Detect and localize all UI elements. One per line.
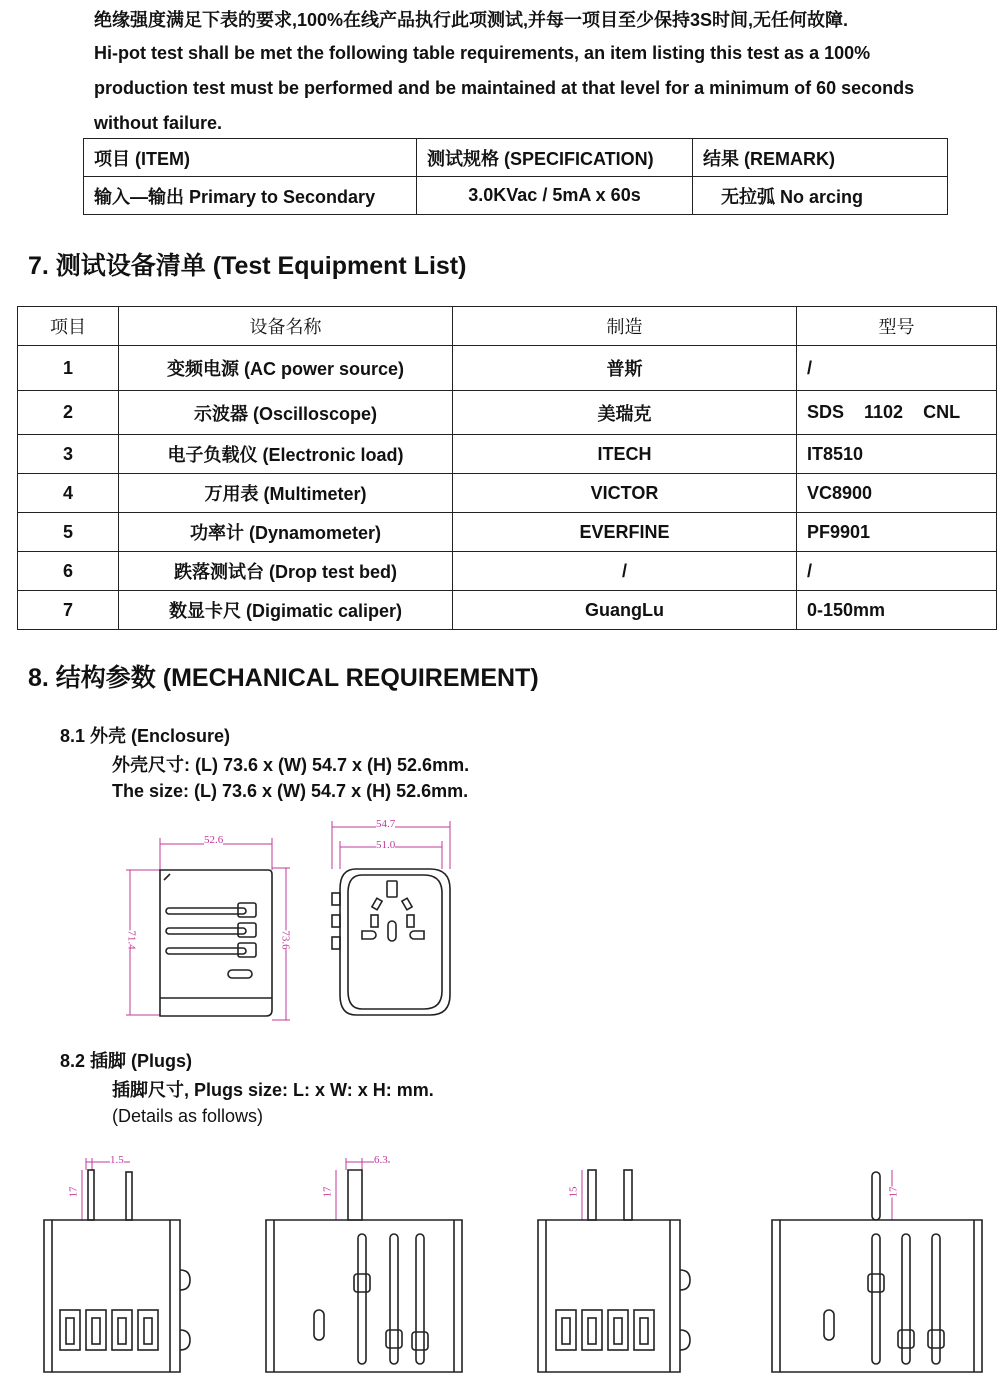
table-cell: EVERFINE	[453, 513, 797, 552]
table-cell: 输入—输出 Primary to Secondary	[84, 177, 417, 215]
table-cell: 数显卡尺 (Digimatic caliper)	[119, 591, 453, 630]
section-8-heading: 8. 结构参数 (MECHANICAL REQUIREMENT)	[28, 664, 539, 692]
section-7-heading: 7. 测试设备清单 (Test Equipment List)	[28, 252, 467, 280]
dim-label-inner-width: 51.0	[376, 839, 396, 851]
table-cell: 2	[18, 391, 119, 435]
table-cell: 示波器 (Oscilloscope)	[119, 391, 453, 435]
table-cell: /	[453, 552, 797, 591]
details-note: (Details as follows)	[112, 1106, 264, 1126]
table-cell: 6	[18, 552, 119, 591]
enclosure-size-cn: 外壳尺寸: (L) 73.6 x (W) 54.7 x (H) 52.6mm.	[112, 755, 470, 775]
table-cell: 普斯	[453, 346, 797, 391]
table-header-cell: 结果 (REMARK)	[693, 139, 948, 177]
table-cell: GuangLu	[453, 591, 797, 630]
table-cell: 变频电源 (AC power source)	[119, 346, 453, 391]
hipot-table	[83, 138, 948, 215]
dim-label-pin-length-3: 15	[567, 1186, 580, 1198]
table-cell: 功率计 (Dynamometer)	[119, 513, 453, 552]
table-cell: ITECH	[453, 435, 797, 474]
table-cell: 7	[18, 591, 119, 630]
table-cell: 3	[18, 435, 119, 474]
table-row	[18, 552, 997, 591]
section-8-1-title: 8.1 外壳 (Enclosure)	[60, 726, 231, 746]
hipot-text-cn: 绝缘强度满足下表的要求,100%在线产品执行此项测试,并每一项目至少保持3S时间,无任何故障.	[94, 10, 849, 30]
table-cell: 0-150mm	[797, 591, 997, 630]
table-header-cell: 项目	[18, 307, 119, 346]
table-cell: SDS 1102 CNL	[797, 391, 997, 435]
table-cell: 美瑞克	[453, 391, 797, 435]
table-row	[18, 391, 997, 435]
table-cell: VICTOR	[453, 474, 797, 513]
table-cell: VC8900	[797, 474, 997, 513]
table-row	[18, 346, 997, 391]
table-header-cell: 型号	[797, 307, 997, 346]
section-8-2-title: 8.2 插脚 (Plugs)	[60, 1051, 193, 1071]
hipot-text-en-2: production test must be performed and be maintained at that level for a minimum of 60 seconds	[94, 78, 915, 98]
dim-label-pin-length-4: 17	[887, 1186, 900, 1198]
table-row	[18, 435, 997, 474]
dim-label-width: 52.6	[204, 834, 224, 846]
table-header-cell: 设备名称	[119, 307, 453, 346]
table-cell: 跌落测试台 (Drop test bed)	[119, 552, 453, 591]
dim-label-height-right: 73.6	[279, 930, 292, 950]
table-cell: 电子负载仪 (Electronic load)	[119, 435, 453, 474]
table-cell: PF9901	[797, 513, 997, 552]
table-header-cell: 项目 (ITEM)	[84, 139, 417, 177]
table-row	[18, 513, 997, 552]
table-header-cell: 测试规格 (SPECIFICATION)	[417, 139, 693, 177]
enclosure-size-en: The size: (L) 73.6 x (W) 54.7 x (H) 52.6mm.	[112, 781, 469, 801]
table-cell: IT8510	[797, 435, 997, 474]
table-header-cell: 制造	[453, 307, 797, 346]
table-cell: 4	[18, 474, 119, 513]
hipot-text-en-1: Hi-pot test shall be met the following table requirements, an item listing this test as a 100%	[94, 43, 871, 63]
dim-label-pin-width-2: 6.3	[374, 1154, 388, 1166]
enclosure-front-drawing	[320, 815, 460, 1030]
dim-label-pin-length-2: 17	[321, 1186, 334, 1198]
table-row	[84, 177, 948, 215]
equipment-table	[17, 306, 997, 630]
plugs-size-line: 插脚尺寸, Plugs size: L: x W: x H: mm.	[112, 1080, 434, 1100]
table-cell: 无拉弧 No arcing	[693, 177, 948, 215]
dim-label-height-left: 71.4	[125, 930, 138, 950]
plug-drawing-4	[762, 1150, 992, 1380]
table-row	[18, 307, 997, 346]
table-row	[84, 139, 948, 177]
table-cell: 3.0KVac / 5mA x 60s	[417, 177, 693, 215]
hipot-text-en-3: without failure.	[94, 113, 222, 133]
table-cell: 5	[18, 513, 119, 552]
table-row	[18, 474, 997, 513]
plug-drawing-1	[30, 1150, 210, 1380]
table-cell: 1	[18, 346, 119, 391]
dim-label-pin-length: 17	[67, 1186, 80, 1198]
enclosure-side-drawing	[120, 830, 300, 1030]
dim-label-outer-width: 54.7	[376, 818, 396, 830]
plug-drawing-2	[250, 1150, 480, 1380]
table-row	[18, 591, 997, 630]
table-cell: /	[797, 346, 997, 391]
dim-label-pin-width: 1.5	[110, 1154, 124, 1166]
table-cell: /	[797, 552, 997, 591]
table-cell: 万用表 (Multimeter)	[119, 474, 453, 513]
plug-drawing-3	[530, 1150, 710, 1380]
